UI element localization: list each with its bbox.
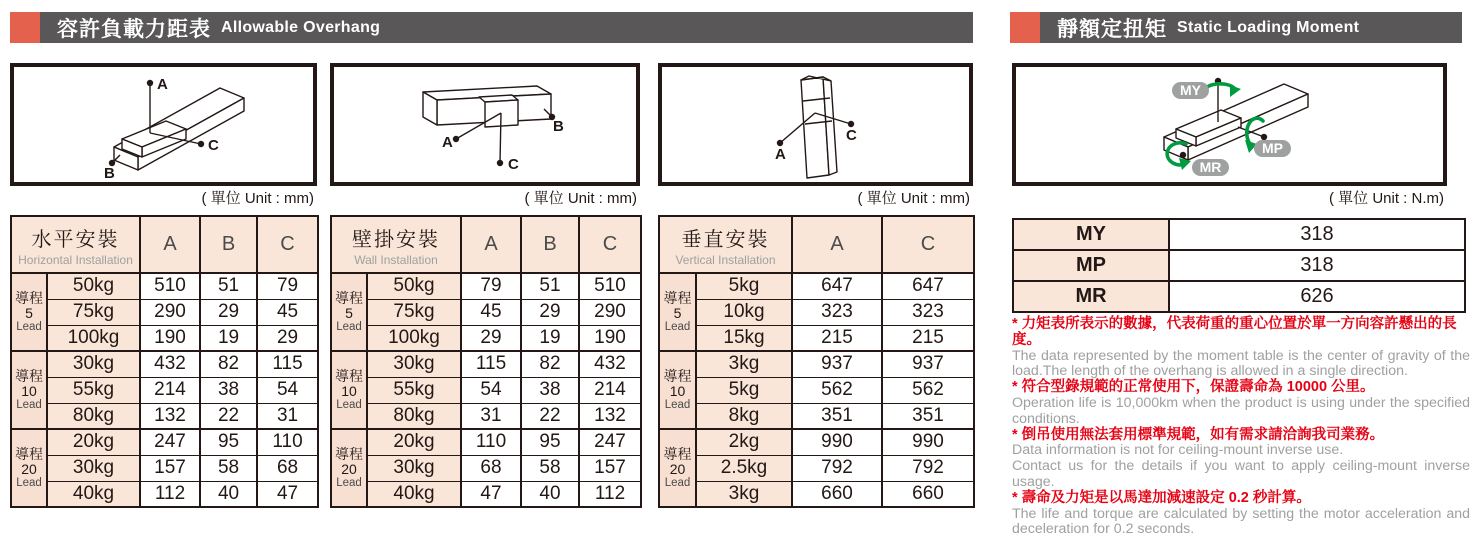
value-cell: 323: [792, 299, 882, 325]
value-cell: 29: [461, 325, 521, 351]
wall-installation-diagram: [334, 67, 636, 182]
point-b-label: B: [104, 165, 115, 182]
lead-num: 10: [341, 382, 357, 399]
load-cell: 100kg: [47, 325, 140, 351]
wall-installation-table: [330, 215, 642, 508]
load-cell: 80kg: [47, 403, 140, 429]
load-cell: 40kg: [47, 481, 140, 507]
mp-label: MP: [1262, 140, 1283, 156]
value-cell: 937: [792, 351, 882, 377]
table-row: [659, 377, 974, 403]
lead-en: Lead: [664, 320, 691, 333]
value-cell: 79: [257, 273, 318, 299]
value-cell: 132: [140, 403, 200, 429]
load-cell: 75kg: [47, 299, 140, 325]
point-a-label: A: [775, 146, 786, 163]
load-cell: 50kg: [47, 273, 140, 299]
load-cell: 55kg: [367, 377, 461, 403]
value-cell: 660: [882, 481, 974, 507]
column-header-b: B: [521, 216, 579, 273]
lead-group-cell: [11, 429, 47, 507]
value-cell: 214: [140, 377, 200, 403]
load-cell: 30kg: [47, 455, 140, 481]
mr-axis-marker: [1180, 152, 1186, 158]
table-row: [659, 351, 974, 377]
value-cell: 110: [461, 429, 521, 455]
note-english: Data information is not for ceiling-mount inverse use.: [1012, 442, 1344, 459]
lead-en: Lead: [336, 476, 362, 489]
load-cell: 20kg: [367, 429, 461, 455]
value-cell: 647: [792, 273, 882, 299]
value-cell: 115: [257, 351, 318, 377]
column-header-a: A: [140, 216, 200, 273]
table-row: [331, 403, 641, 429]
value-cell: 54: [257, 377, 318, 403]
value-cell: 112: [140, 481, 200, 507]
point-c-marker: [198, 141, 204, 147]
table-name-en: Horizontal Installation: [18, 252, 133, 267]
table-row: [11, 455, 318, 481]
value-cell: 38: [521, 377, 579, 403]
column-header-c: C: [579, 216, 641, 273]
load-cell: 15kg: [696, 325, 792, 351]
static-loading-moment-table: [1012, 218, 1466, 313]
lead-num: 5: [345, 304, 353, 321]
value-cell: 29: [257, 325, 318, 351]
value-cell: 562: [882, 377, 974, 403]
load-cell: 8kg: [696, 403, 792, 429]
note-chinese: * 壽命及力矩是以馬達加減速設定 0.2 秒計算。: [1012, 489, 1311, 506]
vertical-installation-diagram: [662, 67, 969, 182]
moment-value: 318: [1169, 219, 1465, 250]
table-row: [331, 325, 641, 351]
value-cell: 19: [521, 325, 579, 351]
vertical-installation-table: [658, 215, 975, 508]
lead-en: Lead: [16, 320, 42, 333]
load-cell: 30kg: [367, 455, 461, 481]
value-cell: 247: [579, 429, 641, 455]
note-english: The data represented by the moment table is the center of gravity of the load.The length of the overhang is allowed in a single direction.: [1012, 347, 1470, 380]
value-cell: 290: [140, 299, 200, 325]
lead-en: Lead: [16, 398, 42, 411]
lead-zh: 導程: [335, 368, 363, 385]
value-cell: 214: [579, 377, 641, 403]
static-loading-moment-header: [1010, 12, 1462, 43]
table-row: [11, 429, 318, 455]
unit-label-mm: ( 單位 Unit : mm): [524, 190, 637, 207]
lead-zh: 導程: [335, 290, 363, 307]
table-header-row: [659, 216, 974, 273]
value-cell: 40: [521, 481, 579, 507]
value-cell: 290: [579, 299, 641, 325]
table-row: [659, 481, 974, 507]
point-b-label: B: [553, 118, 564, 135]
moment-value: 626: [1169, 281, 1465, 312]
value-cell: 157: [140, 455, 200, 481]
moment-label: MP: [1013, 250, 1169, 281]
load-cell: 55kg: [47, 377, 140, 403]
load-cell: 80kg: [367, 403, 461, 429]
value-cell: 51: [200, 273, 257, 299]
value-cell: 660: [792, 481, 882, 507]
table-row: [331, 351, 641, 377]
lead-zh: 導程: [15, 290, 43, 307]
value-cell: 19: [200, 325, 257, 351]
load-cell: 3kg: [696, 481, 792, 507]
moment-row: [1013, 219, 1465, 250]
column-header-c: C: [257, 216, 318, 273]
table-name-zh: 壁掛安裝: [352, 228, 440, 251]
unit-label-mm: ( 單位 Unit : mm): [201, 190, 314, 207]
value-cell: 562: [792, 377, 882, 403]
lead-group-cell: [11, 351, 47, 429]
moment-diagram-box: [1012, 63, 1447, 186]
table-row: [331, 455, 641, 481]
section-title-zh: 容許負載力距表: [57, 17, 211, 41]
value-cell: 937: [882, 351, 974, 377]
value-cell: 990: [792, 429, 882, 455]
value-cell: 22: [200, 403, 257, 429]
column-header-a: A: [461, 216, 521, 273]
load-cell: 30kg: [367, 351, 461, 377]
value-cell: 247: [140, 429, 200, 455]
value-cell: 215: [882, 325, 974, 351]
moment-row: [1013, 281, 1465, 312]
point-a-label: A: [157, 76, 168, 93]
lead-group-cell: [11, 273, 47, 351]
wall-installation-diagram-box: [330, 63, 640, 186]
value-cell: 40: [200, 481, 257, 507]
value-cell: 112: [579, 481, 641, 507]
horizontal-installation-column: [10, 63, 317, 508]
point-a-marker: [453, 136, 459, 142]
lead-num: 5: [25, 304, 33, 321]
vertical-installation-column: [658, 63, 973, 508]
value-cell: 51: [521, 273, 579, 299]
lead-zh: 導程: [663, 368, 692, 385]
value-cell: 82: [521, 351, 579, 377]
value-cell: 68: [461, 455, 521, 481]
value-cell: 115: [461, 351, 521, 377]
moment-label: MY: [1013, 219, 1169, 250]
table-name-zh: 垂直安裝: [681, 228, 770, 251]
note-chinese: * 力矩表所表示的數據，代表荷重的重心位置於單一方向容許懸出的長度。: [1012, 316, 1457, 348]
horizontal-installation-diagram-box: [10, 63, 317, 186]
value-cell: 58: [200, 455, 257, 481]
column-header-c: C: [882, 216, 974, 273]
header-bar: [1040, 12, 1462, 43]
point-c-label: C: [846, 127, 857, 144]
table-name-zh: 水平安裝: [31, 228, 120, 251]
point-a-marker: [147, 80, 153, 86]
lead-group-cell: [331, 429, 367, 507]
allowable-overhang-header: [10, 12, 973, 43]
load-cell: 5kg: [696, 377, 792, 403]
wall-installation-column: [330, 63, 640, 508]
my-label: MY: [1180, 82, 1201, 98]
value-cell: 29: [200, 299, 257, 325]
lead-zh: 導程: [663, 446, 692, 463]
table-name-cell: [331, 216, 461, 273]
load-cell: 30kg: [47, 351, 140, 377]
header-bar: [40, 12, 973, 43]
value-cell: 45: [257, 299, 318, 325]
moment-value: 318: [1169, 250, 1465, 281]
unit-label-mm: ( 單位 Unit : mm): [857, 190, 970, 207]
value-cell: 110: [257, 429, 318, 455]
load-cell: 20kg: [47, 429, 140, 455]
table-row: [11, 403, 318, 429]
load-cell: 40kg: [367, 481, 461, 507]
load-cell: 3kg: [696, 351, 792, 377]
my-rotation-arrow: [1205, 84, 1234, 94]
lead-group-cell: [659, 273, 696, 351]
value-cell: 95: [200, 429, 257, 455]
value-cell: 22: [521, 403, 579, 429]
table-row: [659, 325, 974, 351]
value-cell: 323: [882, 299, 974, 325]
table-row: [331, 481, 641, 507]
table-row: [11, 299, 318, 325]
value-cell: 79: [461, 273, 521, 299]
lead-zh: 導程: [15, 368, 43, 385]
value-cell: 190: [140, 325, 200, 351]
value-cell: 47: [257, 481, 318, 507]
lead-num: 20: [341, 460, 357, 477]
lead-en: Lead: [336, 398, 362, 411]
note-english: The life and torque are calculated by setting the motor acceleration and deceleration for 0.2 seconds.: [1012, 505, 1470, 538]
table-row: [659, 429, 974, 455]
lead-group-cell: [659, 351, 696, 429]
lead-zh: 導程: [335, 446, 363, 463]
note-english: Contact us for the details if you want to apply ceiling-mount inverse usage.: [1012, 458, 1470, 490]
value-cell: 29: [521, 299, 579, 325]
value-cell: 132: [579, 403, 641, 429]
moment-diagram: [1016, 67, 1443, 182]
table-row: [11, 325, 318, 351]
value-cell: 47: [461, 481, 521, 507]
lead-en: Lead: [336, 320, 362, 333]
moment-diagram-column: [1012, 63, 1447, 212]
note-english: Operation life is 10,000km when the product is using under the specified conditions.: [1012, 394, 1470, 427]
point-c-label: C: [208, 137, 219, 154]
lead-num: 10: [21, 382, 37, 399]
value-cell: 190: [579, 325, 641, 351]
lead-num: 5: [673, 304, 682, 321]
table-row: [11, 481, 318, 507]
lead-num: 10: [669, 382, 686, 399]
table-header-row: [331, 216, 641, 273]
table-header-row: [11, 216, 318, 273]
table-name-en: Wall Installation: [354, 252, 438, 267]
point-a-label: A: [442, 134, 453, 151]
value-cell: 58: [521, 455, 579, 481]
load-cell: 75kg: [367, 299, 461, 325]
lead-group-cell: [659, 429, 696, 507]
table-row: [659, 455, 974, 481]
value-cell: 215: [792, 325, 882, 351]
lead-en: Lead: [664, 398, 691, 411]
value-cell: 95: [521, 429, 579, 455]
value-cell: 510: [579, 273, 641, 299]
note-chinese: * 符合型錄規範的正常使用下，保證壽命為 10000 公里。: [1012, 379, 1375, 396]
value-cell: 351: [792, 403, 882, 429]
horizontal-installation-diagram: [14, 67, 313, 182]
value-cell: 31: [257, 403, 318, 429]
moment-row: [1013, 250, 1465, 281]
load-cell: 2kg: [696, 429, 792, 455]
table-row: [331, 429, 641, 455]
load-cell: 50kg: [367, 273, 461, 299]
table-row: [331, 377, 641, 403]
value-cell: 54: [461, 377, 521, 403]
table-name-cell: [11, 216, 140, 273]
value-cell: 647: [882, 273, 974, 299]
note-chinese: * 倒吊使用無法套用標準規範，如有需求請洽詢我司業務。: [1012, 426, 1385, 443]
lead-en: Lead: [664, 476, 691, 489]
my-arrowhead: [1230, 85, 1241, 97]
value-cell: 351: [882, 403, 974, 429]
table-row: [11, 351, 318, 377]
lead-num: 20: [21, 460, 37, 477]
value-cell: 68: [257, 455, 318, 481]
lead-group-cell: [331, 273, 367, 351]
table-row: [11, 273, 318, 299]
vertical-installation-diagram-box: [658, 63, 973, 186]
table-name-cell: [659, 216, 792, 273]
column-header-b: B: [200, 216, 257, 273]
point-c-marker: [497, 160, 503, 166]
load-cell: 2.5kg: [696, 455, 792, 481]
table-row: [659, 273, 974, 299]
section-title-zh: 靜額定扭矩: [1057, 17, 1167, 41]
mr-label: MR: [1199, 159, 1222, 175]
section-title-en: Allowable Overhang: [221, 18, 381, 36]
lead-group-cell: [331, 351, 367, 429]
value-cell: 45: [461, 299, 521, 325]
table-row: [11, 377, 318, 403]
lead-en: Lead: [16, 476, 42, 489]
lead-num: 20: [669, 460, 686, 477]
horizontal-installation-table: [10, 215, 319, 508]
lead-zh: 導程: [663, 290, 692, 307]
value-cell: 157: [579, 455, 641, 481]
section-title-en: Static Loading Moment: [1177, 18, 1360, 36]
header-accent-square: [1010, 12, 1040, 43]
value-cell: 31: [461, 403, 521, 429]
value-cell: 792: [882, 455, 974, 481]
table-row: [331, 273, 641, 299]
value-cell: 82: [200, 351, 257, 377]
value-cell: 510: [140, 273, 200, 299]
table-row: [331, 299, 641, 325]
load-cell: 10kg: [696, 299, 792, 325]
value-cell: 38: [200, 377, 257, 403]
load-cell: 100kg: [367, 325, 461, 351]
lead-zh: 導程: [15, 446, 43, 463]
table-row: [659, 403, 974, 429]
table-name-en: Vertical Installation: [675, 252, 776, 267]
point-c-label: C: [508, 156, 519, 173]
value-cell: 792: [792, 455, 882, 481]
header-accent-square: [10, 12, 40, 43]
value-cell: 432: [140, 351, 200, 377]
moment-label: MR: [1013, 281, 1169, 312]
unit-label-nm: ( 單位 Unit : N.m): [1329, 190, 1444, 207]
value-cell: 432: [579, 351, 641, 377]
notes-block: [1012, 317, 1470, 538]
column-header-a: A: [792, 216, 882, 273]
load-cell: 5kg: [696, 273, 792, 299]
table-row: [659, 299, 974, 325]
value-cell: 990: [882, 429, 974, 455]
